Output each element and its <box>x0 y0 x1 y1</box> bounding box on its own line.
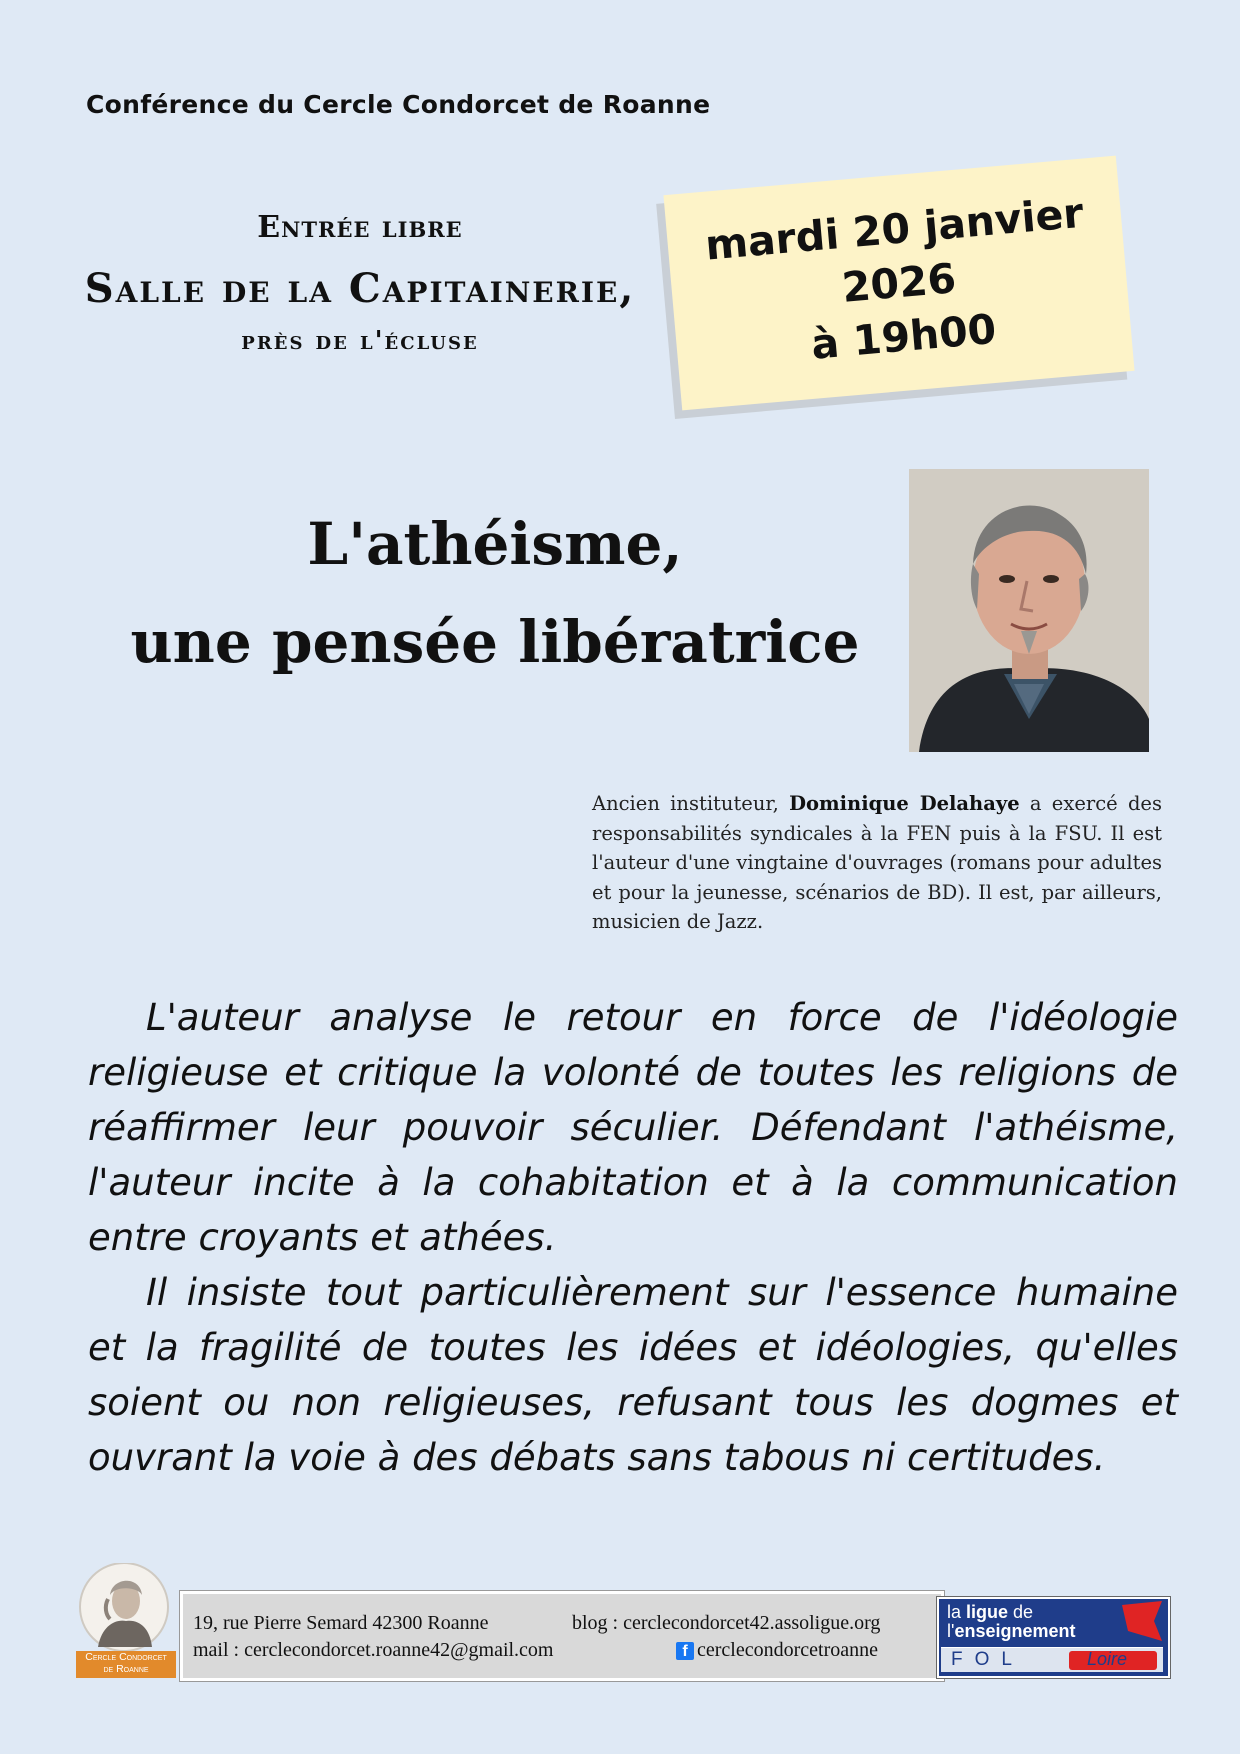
description-paragraph-1: L'auteur analyse le retour en force de l'idéologie religieuse et critique la volonté de toutes les religions de réaffirmer leur pouvoir séculier. Défendant l'athéisme, l'auteur incite à la cohabitation et à la communication entre croyants et athées. <box>88 996 1178 1259</box>
speaker-name: Dominique Delahaye <box>789 792 1020 815</box>
facebook-icon: f <box>676 1642 694 1660</box>
bio-body: a exercé des responsabilités syndicales à la FEN puis à la FSU. Il est l'auteur d'une vingtaine d'ouvrages (romans pour adultes et pour la jeunesse, scénarios de BD). Il est, par ailleurs, musicien de Jazz. <box>592 792 1162 933</box>
postal-address: 19, rue Pierre Semard 42300 Roanne <box>193 1612 489 1634</box>
conference-header: Conférence du Cercle Condorcet de Roanne <box>86 90 711 119</box>
logo-caption-line1: Cercle Condorcet <box>85 1651 167 1663</box>
bio-intro: Ancien instituteur, <box>592 792 790 815</box>
talk-description <box>88 990 1178 1485</box>
ligue-red-flag-icon <box>1114 1601 1164 1645</box>
venue-block <box>60 210 660 356</box>
ligue-enseignement-logo <box>937 1597 1170 1678</box>
fol-loire-band <box>941 1647 1163 1672</box>
event-time: à 19h00 <box>809 304 999 369</box>
ligue-line1: la ligue de <box>947 1602 1034 1622</box>
description-paragraph-2: Il insiste tout particulièrement sur l'essence humaine et la fragilité de toutes les idées et idéologies, qu'elles soient ou non religieuses, refusant tous les dogmes et ouvrant la voie à des débats sans tabous ni certitudes. <box>88 1271 1178 1479</box>
talk-title-line1: L'athéisme, <box>307 510 683 578</box>
loire-label: Loire <box>1087 1649 1128 1669</box>
contact-email[interactable]: mail : cerclecondorcet.roanne42@gmail.com <box>193 1639 554 1661</box>
fol-label: FOL <box>951 1649 1024 1670</box>
facebook-handle: cerclecondorcetroanne <box>697 1639 878 1661</box>
contact-box <box>180 1591 944 1681</box>
logo-caption-line2: de Roanne <box>103 1663 149 1675</box>
event-date <box>663 156 1134 411</box>
venue-name: Salle de la Capitainerie, <box>84 265 636 312</box>
ligue-line2: l'enseignement <box>947 1621 1076 1641</box>
blog-link[interactable]: blog : cerclecondorcet42.assoligue.org <box>572 1612 881 1634</box>
condorcet-portrait-icon <box>76 1563 176 1651</box>
speaker-photo <box>909 469 1149 752</box>
entry-label: Entrée libre <box>257 210 463 245</box>
event-date-year: 2026 <box>840 254 958 312</box>
venue-location: près de l'écluse <box>241 326 479 356</box>
facebook-link[interactable] <box>676 1639 878 1662</box>
speaker-bio <box>592 789 1162 937</box>
talk-title <box>100 495 890 691</box>
logo-caption <box>76 1651 176 1678</box>
talk-title-line2: une pensée libératrice <box>130 608 860 676</box>
cercle-condorcet-logo <box>76 1563 176 1678</box>
event-date-day: mardi 20 janvier <box>703 188 1086 270</box>
